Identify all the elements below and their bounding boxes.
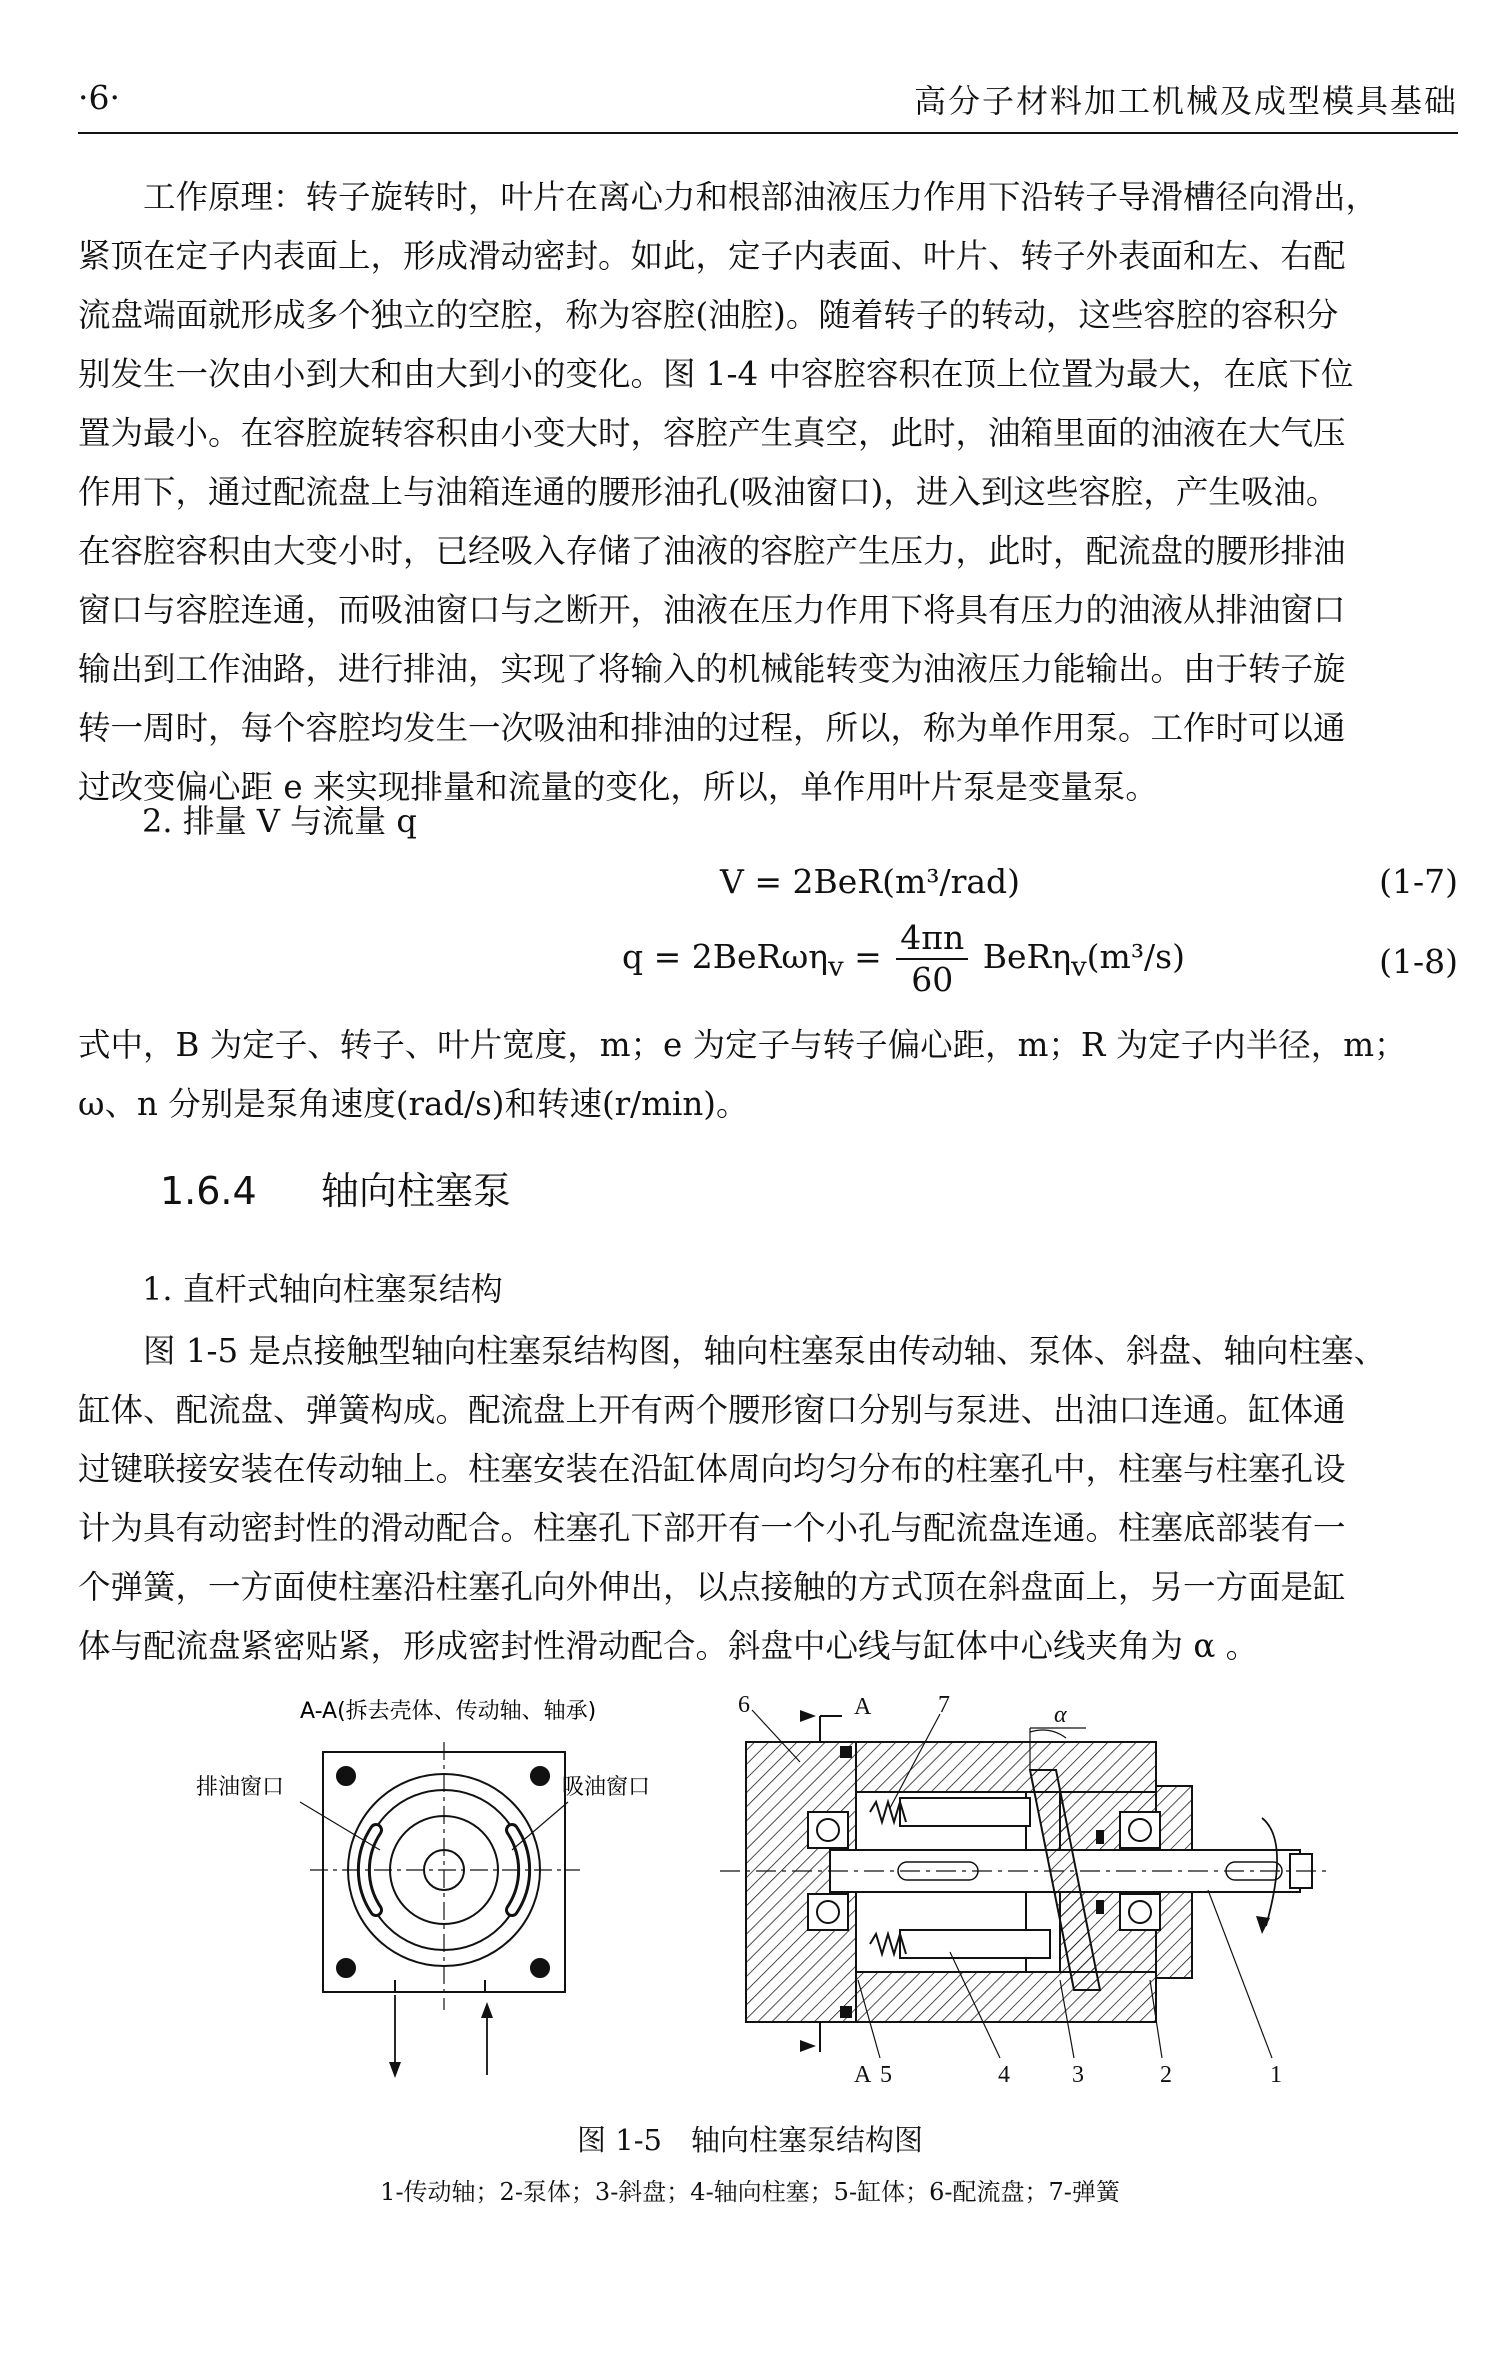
label-section-a-bottom: A (854, 2062, 872, 2088)
text-line: 别发生一次由小到大和由大到小的变化。图 1-4 中容腔容积在顶上位置为最大，在底下位 (78, 355, 1354, 393)
text-line: ω、n 分别是泵角速度(rad/s)和转速(r/min)。 (78, 1085, 749, 1123)
equation-1-7: V = 2BeR(m³/rad) (720, 862, 1021, 901)
text-line: 窗口与容腔连通，而吸油窗口与之断开，油液在压力作用下将具有压力的油液从排油窗口 (78, 591, 1346, 629)
subheading-straight-axial-pump: 1. 直杆式轴向柱塞泵结构 (142, 1270, 503, 1308)
equation-fraction (896, 918, 968, 1000)
text-line: 过键联接安装在传动轴上。柱塞安装在沿缸体周向均匀分布的柱塞孔中，柱塞与柱塞孔设 (78, 1450, 1346, 1488)
text-line: 图 1-5 是点接触型轴向柱塞泵结构图，轴向柱塞泵由传动轴、泵体、斜盘、轴向柱塞、 (143, 1332, 1386, 1370)
label-suction-window: 吸油窗口 (562, 1775, 651, 1800)
equation-subscript: v (828, 950, 844, 983)
text-line: 工作原理：转子旋转时，叶片在离心力和根部油液压力作用下沿转子导滑槽径向滑出， (143, 178, 1379, 216)
section-title (160, 1160, 511, 1215)
equation-rhs-subscript: v (1071, 950, 1087, 983)
text-line: 作用下，通过配流盘上与油箱连通的腰形油孔(吸油窗口)，进入到这些容腔，产生吸油。 (78, 473, 1339, 511)
paragraph-where (78, 1016, 1458, 1134)
text-line: 体与配流盘紧密贴紧，形成密封性滑动配合。斜盘中心线与缸体中心线夹角为 α 。 (78, 1627, 1259, 1665)
text-line: 个弹簧，一方面使柱塞沿柱塞孔向外伸出，以点接触的方式顶在斜盘面上，另一方面是缸 (78, 1568, 1346, 1606)
equation-equals: = (854, 937, 882, 976)
part-number-label: 7 (938, 1692, 950, 1718)
pump-section-drawing (720, 1710, 1330, 2058)
part-number-label: 1 (1270, 2062, 1282, 2088)
figure-left-title: A-A(拆去壳体、传动轴、轴承) (300, 1699, 597, 1724)
text-line: 流盘端面就形成多个独立的空腔，称为容腔(油腔)。随着转子的转动，这些容腔的容积分 (78, 296, 1339, 334)
running-title: 高分子材料加工机械及成型模具基础 (913, 82, 1458, 120)
label-discharge-window: 排油窗口 (196, 1775, 285, 1800)
text-line: 计为具有动密封性的滑动配合。柱塞孔下部开有一个小孔与配流盘连通。柱塞底部装有一 (78, 1509, 1346, 1547)
page-header (78, 70, 1458, 134)
equation-unit: (m³/s) (1086, 937, 1185, 976)
section-number: 1.6.4 (160, 1169, 257, 1213)
pump-end-view-drawing (300, 1742, 580, 2078)
text-line: 转一周时，每个容腔均发生一次吸油和排油的过程，所以，称为单作用泵。工作时可以通 (78, 709, 1346, 747)
label-section-a-top: A (854, 1694, 872, 1720)
part-number-label: 3 (1072, 2062, 1084, 2088)
fraction-numerator: 4πn (896, 918, 968, 960)
text-line: 在容腔容积由大变小时，已经吸入存储了油液的容腔产生压力，此时，配流盘的腰形排油 (78, 532, 1346, 570)
equation-rhs: BeRη (982, 937, 1072, 976)
paragraph-axial-pump (78, 1322, 1458, 1676)
text-line: 置为最小。在容腔旋转容积由小变大时，容腔产生真空，此时，油箱里面的油液在大气压 (78, 414, 1346, 452)
equation-number: (1-7) (1379, 862, 1458, 901)
text-line: 过改变偏心距 e 来实现排量和流量的变化，所以，单作用叶片泵是变量泵。 (78, 768, 1158, 806)
paragraph-working-principle (78, 168, 1458, 817)
part-number-label: 6 (738, 1692, 750, 1718)
text-line: 缸体、配流盘、弹簧构成。配流盘上开有两个腰形窗口分别与泵进、出油口连通。缸体通 (78, 1391, 1346, 1429)
equation-number: (1-8) (1379, 942, 1458, 981)
subheading-displacement-flow: 2. 排量 V 与流量 q (142, 802, 417, 840)
section-heading: 轴向柱塞泵 (320, 1169, 511, 1213)
page-number: ·6· (78, 78, 120, 117)
text-line: 输出到工作油路，进行排油，实现了将输入的机械能转变为油液压力能输出。由于转子旋 (78, 650, 1346, 688)
fraction-denominator: 60 (911, 960, 954, 999)
axial-pump-figure (0, 1690, 1500, 2110)
label-angle-alpha: α (1054, 1702, 1067, 1728)
part-number-label: 5 (880, 2062, 892, 2088)
text-line: 式中，B 为定子、转子、叶片宽度，m；e 为定子与转子偏心距，m；R 为定子内半径，m； (78, 1026, 1407, 1064)
figure-legend: 1-传动轴；2-泵体；3-斜盘；4-轴向柱塞；5-缸体；6-配流盘；7-弹簧 (380, 2178, 1120, 2206)
equation-lhs: q = 2BeRωη (622, 937, 829, 976)
part-number-label: 4 (998, 2062, 1010, 2088)
part-number-label: 2 (1160, 2062, 1172, 2088)
figure-caption: 图 1-5 轴向柱塞泵结构图 (577, 2123, 923, 2157)
text-line: 紧顶在定子内表面上，形成滑动密封。如此，定子内表面、叶片、转子外表面和左、右配 (78, 237, 1346, 275)
equation-1-8 (622, 918, 1185, 1000)
